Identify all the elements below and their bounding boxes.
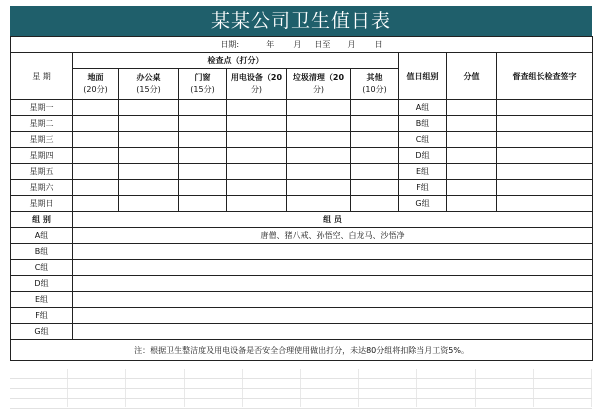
score-input-cell[interactable] [73, 164, 119, 180]
signature-cell[interactable] [497, 180, 593, 196]
score-input-cell[interactable] [287, 180, 351, 196]
date-line [11, 37, 593, 53]
score-input-cell[interactable] [73, 116, 119, 132]
score-input-cell[interactable] [119, 100, 179, 116]
date-month[interactable]: 月 [293, 40, 302, 49]
supervisor-sign-header: 督查组长检查签字 [497, 53, 593, 100]
score-cell[interactable] [447, 148, 497, 164]
score-input-cell[interactable] [351, 116, 399, 132]
weekday-cell: 星期六 [11, 180, 73, 196]
group-name-cell: C组 [11, 260, 73, 276]
weekday-cell: 星期三 [11, 132, 73, 148]
score-input-cell[interactable] [227, 132, 287, 148]
score-cell[interactable] [447, 180, 497, 196]
score-cell[interactable] [447, 196, 497, 212]
score-input-cell[interactable] [227, 100, 287, 116]
score-input-cell[interactable] [287, 132, 351, 148]
check-item-points: 分) [312, 85, 325, 94]
score-input-cell[interactable] [351, 196, 399, 212]
duty-group-cell: C组 [399, 132, 447, 148]
score-input-cell[interactable] [119, 180, 179, 196]
note-row [11, 340, 593, 361]
group-row [11, 308, 593, 324]
group-name-cell: F组 [11, 308, 73, 324]
date-row [11, 37, 593, 53]
members-header-row [11, 212, 593, 228]
check-item-points: (15分) [136, 85, 161, 94]
header-row-1 [11, 53, 593, 69]
group-members-cell[interactable] [73, 324, 593, 340]
group-members-cell[interactable] [73, 308, 593, 324]
empty-grid-rows [10, 369, 592, 407]
score-input-cell[interactable] [351, 180, 399, 196]
score-input-cell[interactable] [73, 180, 119, 196]
weekday-cell: 星期四 [11, 148, 73, 164]
group-header: 组 别 [11, 212, 73, 228]
score-input-cell[interactable] [73, 148, 119, 164]
score-cell[interactable] [447, 164, 497, 180]
date-label: 日期: [220, 40, 240, 49]
signature-cell[interactable] [497, 116, 593, 132]
check-item-header [119, 69, 179, 100]
group-name-cell: B组 [11, 244, 73, 260]
check-item-header [287, 69, 351, 100]
signature-cell[interactable] [497, 164, 593, 180]
check-item-header [351, 69, 399, 100]
group-name-cell: E组 [11, 292, 73, 308]
group-row [11, 276, 593, 292]
score-input-cell[interactable] [287, 100, 351, 116]
group-members-cell[interactable] [73, 244, 593, 260]
schedule-row [11, 148, 593, 164]
score-input-cell[interactable] [119, 148, 179, 164]
score-input-cell[interactable] [73, 132, 119, 148]
score-input-cell[interactable] [227, 116, 287, 132]
score-input-cell[interactable] [119, 164, 179, 180]
signature-cell[interactable] [497, 132, 593, 148]
score-input-cell[interactable] [179, 180, 227, 196]
duty-group-cell: B组 [399, 116, 447, 132]
date-month-2[interactable]: 月 [347, 40, 356, 49]
score-input-cell[interactable] [287, 164, 351, 180]
duty-group-cell: F组 [399, 180, 447, 196]
check-item-points: (20分) [83, 85, 108, 94]
score-header: 分值 [447, 53, 497, 100]
score-input-cell[interactable] [351, 132, 399, 148]
weekday-cell: 星期日 [11, 196, 73, 212]
score-input-cell[interactable] [179, 116, 227, 132]
group-members-cell[interactable]: 唐僧、猪八戒、孙悟空、白龙马、沙悟净 [73, 228, 593, 244]
score-input-cell[interactable] [73, 196, 119, 212]
date-day[interactable]: 日 [374, 40, 383, 49]
score-input-cell[interactable] [227, 148, 287, 164]
group-members-cell[interactable] [73, 276, 593, 292]
schedule-row [11, 196, 593, 212]
score-input-cell[interactable] [287, 148, 351, 164]
group-members-cell[interactable] [73, 260, 593, 276]
duty-group-header: 值日组别 [399, 53, 447, 100]
score-input-cell[interactable] [179, 196, 227, 212]
check-item-name: 门窗 [194, 73, 211, 82]
weekday-cell: 星期二 [11, 116, 73, 132]
weekday-cell: 星期五 [11, 164, 73, 180]
duty-group-cell: E组 [399, 164, 447, 180]
group-name-cell: G组 [11, 324, 73, 340]
note-text: 注：根据卫生整洁度及用电设备是否安全合理使用做出打分，未达80分组将扣除当月工资5%。 [11, 340, 593, 361]
score-cell[interactable] [447, 132, 497, 148]
score-input-cell[interactable] [227, 196, 287, 212]
score-input-cell[interactable] [179, 100, 227, 116]
score-input-cell[interactable] [119, 132, 179, 148]
check-item-name: 垃圾清理（20 [292, 73, 345, 82]
group-row [11, 228, 593, 244]
duty-group-cell: D组 [399, 148, 447, 164]
signature-cell[interactable] [497, 148, 593, 164]
weekday-cell: 星期一 [11, 100, 73, 116]
score-input-cell[interactable] [179, 164, 227, 180]
check-item-name: 地面 [87, 73, 104, 82]
check-item-points: (15分) [190, 85, 215, 94]
sheet-title: 某某公司卫生值日表 [10, 6, 592, 36]
check-item-header [227, 69, 287, 100]
score-cell[interactable] [447, 100, 497, 116]
score-input-cell[interactable] [351, 164, 399, 180]
schedule-row [11, 164, 593, 180]
score-input-cell[interactable] [119, 196, 179, 212]
weekday-header: 星 期 [11, 53, 73, 100]
score-input-cell[interactable] [119, 116, 179, 132]
signature-cell[interactable] [497, 196, 593, 212]
group-row [11, 244, 593, 260]
check-item-name: 其他 [366, 73, 383, 82]
duty-table [10, 36, 593, 361]
check-item-name: 用电设备（20 [230, 73, 283, 82]
score-input-cell[interactable] [227, 164, 287, 180]
check-item-header [73, 69, 119, 100]
duty-group-cell: G组 [399, 196, 447, 212]
score-input-cell[interactable] [227, 180, 287, 196]
score-input-cell[interactable] [287, 116, 351, 132]
score-input-cell[interactable] [351, 100, 399, 116]
check-item-name: 办公桌 [136, 73, 161, 82]
score-input-cell[interactable] [351, 148, 399, 164]
check-item-points: 分) [250, 85, 263, 94]
date-year[interactable]: 年 [266, 40, 275, 49]
check-points-header: 检查点（打分） [73, 53, 399, 69]
group-row [11, 260, 593, 276]
score-input-cell[interactable] [179, 148, 227, 164]
members-header: 组 员 [73, 212, 593, 228]
score-input-cell[interactable] [73, 100, 119, 116]
schedule-row [11, 132, 593, 148]
date-day-to[interactable]: 日至 [314, 40, 331, 49]
group-name-cell: D组 [11, 276, 73, 292]
check-item-header [179, 69, 227, 100]
duty-group-cell: A组 [399, 100, 447, 116]
schedule-row [11, 180, 593, 196]
group-name-cell: A组 [11, 228, 73, 244]
score-input-cell[interactable] [179, 132, 227, 148]
group-row [11, 324, 593, 340]
score-cell[interactable] [447, 116, 497, 132]
schedule-row [11, 116, 593, 132]
group-row [11, 292, 593, 308]
signature-cell[interactable] [497, 100, 593, 116]
schedule-row [11, 100, 593, 116]
group-members-cell[interactable] [73, 292, 593, 308]
score-input-cell[interactable] [287, 196, 351, 212]
check-item-points: (10分) [362, 85, 387, 94]
